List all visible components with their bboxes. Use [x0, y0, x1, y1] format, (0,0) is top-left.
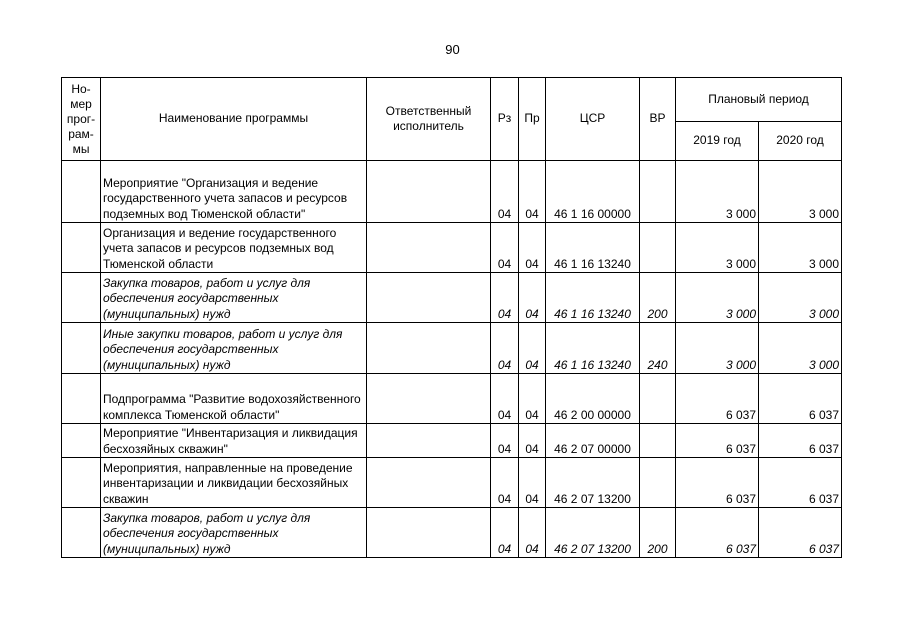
row-rz-cell: 04	[491, 458, 519, 508]
row-vr-cell: 240	[640, 323, 676, 374]
row-csr-cell: 46 2 07 13200	[546, 458, 640, 508]
row-vr-cell	[640, 223, 676, 273]
row-responsible-cell	[367, 223, 491, 273]
row-2020-amount-cell: 3 000	[759, 323, 842, 374]
row-responsible-cell	[367, 273, 491, 323]
row-number-cell	[62, 273, 101, 323]
row-2019-amount-cell: 3 000	[676, 273, 759, 323]
row-csr-cell: 46 1 16 13240	[546, 223, 640, 273]
row-responsible-cell	[367, 161, 491, 223]
rz-header: Рз	[491, 78, 519, 161]
responsible-executor-header: Ответственный исполнитель	[367, 78, 491, 161]
row-pr-cell: 04	[519, 458, 546, 508]
table-row	[62, 323, 842, 374]
row-csr-cell: 46 2 07 00000	[546, 424, 640, 458]
row-vr-cell	[640, 374, 676, 424]
row-csr-cell: 46 1 16 13240	[546, 323, 640, 374]
row-2020-amount-cell: 6 037	[759, 458, 842, 508]
row-responsible-cell	[367, 458, 491, 508]
row-name-cell: Закупка товаров, работ и услуг для обеспечения государственных (муниципальных) нужд	[101, 273, 367, 323]
planned-period-header: Плановый период	[676, 78, 842, 122]
row-number-cell	[62, 161, 101, 223]
row-number-cell	[62, 323, 101, 374]
row-2019-amount-cell: 6 037	[676, 458, 759, 508]
row-name-cell: Закупка товаров, работ и услуг для обеспечения государственных (муниципальных) нужд	[101, 508, 367, 558]
row-name-cell: Мероприятие "Организация и ведение государственного учета запасов и ресурсов подземных вод Тюменской области"	[101, 161, 367, 223]
row-pr-cell: 04	[519, 374, 546, 424]
row-rz-cell: 04	[491, 273, 519, 323]
row-vr-cell	[640, 458, 676, 508]
table-row	[62, 273, 842, 323]
table-row	[62, 223, 842, 273]
row-2020-amount-cell: 6 037	[759, 424, 842, 458]
row-pr-cell: 04	[519, 323, 546, 374]
row-rz-cell: 04	[491, 161, 519, 223]
row-2020-amount-cell: 6 037	[759, 508, 842, 558]
row-vr-cell	[640, 161, 676, 223]
row-2019-amount-cell: 6 037	[676, 374, 759, 424]
row-2020-amount-cell: 3 000	[759, 273, 842, 323]
row-pr-cell: 04	[519, 273, 546, 323]
row-vr-cell: 200	[640, 273, 676, 323]
row-2020-amount-cell: 3 000	[759, 223, 842, 273]
program-number-header: Но- мер прог- рам- мы	[62, 78, 101, 161]
table-row	[62, 458, 842, 508]
year-2020-header: 2020 год	[759, 122, 842, 161]
row-rz-cell: 04	[491, 223, 519, 273]
row-number-cell	[62, 223, 101, 273]
table-row	[62, 424, 842, 458]
row-csr-cell: 46 2 00 00000	[546, 374, 640, 424]
row-name-cell: Иные закупки товаров, работ и услуг для обеспечения государственных (муниципальных) нужд	[101, 323, 367, 374]
row-2019-amount-cell: 6 037	[676, 508, 759, 558]
row-rz-cell: 04	[491, 424, 519, 458]
row-pr-cell: 04	[519, 508, 546, 558]
row-2019-amount-cell: 3 000	[676, 223, 759, 273]
row-number-cell	[62, 508, 101, 558]
row-2019-amount-cell: 3 000	[676, 323, 759, 374]
row-2019-amount-cell: 3 000	[676, 161, 759, 223]
row-rz-cell: 04	[491, 374, 519, 424]
table-row	[62, 508, 842, 558]
row-vr-cell	[640, 424, 676, 458]
row-2020-amount-cell: 6 037	[759, 374, 842, 424]
table-row	[62, 161, 842, 223]
row-name-cell: Мероприятие "Инвентаризация и ликвидация бесхозяйных скважин"	[101, 424, 367, 458]
year-2019-header: 2019 год	[676, 122, 759, 161]
row-pr-cell: 04	[519, 161, 546, 223]
table-body	[62, 161, 842, 558]
row-number-cell	[62, 458, 101, 508]
row-name-cell: Подпрограмма "Развитие водохозяйственного комплекса Тюменской области"	[101, 374, 367, 424]
row-name-cell: Мероприятия, направленные на проведение инвентаризации и ликвидации бесхозяйных скважин	[101, 458, 367, 508]
row-2019-amount-cell: 6 037	[676, 424, 759, 458]
row-rz-cell: 04	[491, 508, 519, 558]
row-vr-cell: 200	[640, 508, 676, 558]
row-number-cell	[62, 424, 101, 458]
row-responsible-cell	[367, 323, 491, 374]
row-name-cell: Организация и ведение государственного учета запасов и ресурсов подземных вод Тюменской области	[101, 223, 367, 273]
page-number: 90	[445, 42, 460, 57]
row-responsible-cell	[367, 374, 491, 424]
budget-table	[61, 77, 842, 558]
row-rz-cell: 04	[491, 323, 519, 374]
row-responsible-cell	[367, 508, 491, 558]
row-responsible-cell	[367, 424, 491, 458]
row-2020-amount-cell: 3 000	[759, 161, 842, 223]
csr-header: ЦСР	[546, 78, 640, 161]
row-pr-cell: 04	[519, 424, 546, 458]
vr-header: ВР	[640, 78, 676, 161]
row-csr-cell: 46 1 16 13240	[546, 273, 640, 323]
row-number-cell	[62, 374, 101, 424]
pr-header: Пр	[519, 78, 546, 161]
row-csr-cell: 46 2 07 13200	[546, 508, 640, 558]
row-pr-cell: 04	[519, 223, 546, 273]
program-name-header: Наименование программы	[101, 78, 367, 161]
row-csr-cell: 46 1 16 00000	[546, 161, 640, 223]
table-row	[62, 374, 842, 424]
